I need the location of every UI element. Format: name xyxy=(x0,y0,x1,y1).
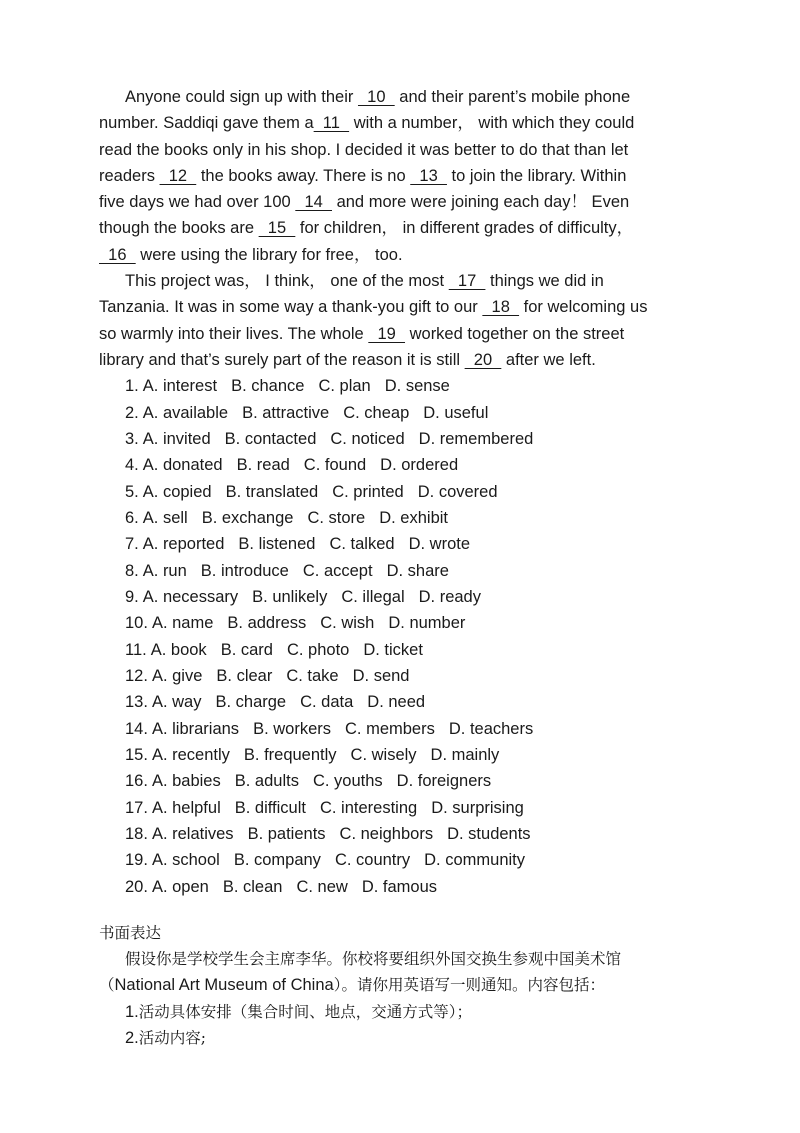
option-d: D. exhibit xyxy=(379,508,448,527)
cloze-blank: 16 xyxy=(99,245,136,264)
passage-text: Tanzania. It was in some way a thank-you gift to our xyxy=(99,298,483,317)
option-d: D. need xyxy=(367,693,426,712)
passage-text: to join the library. Within xyxy=(446,166,627,185)
option-b: B. charge xyxy=(215,693,287,712)
passage-text: were using the library for free， too. xyxy=(135,245,403,264)
cloze-blank: 17 xyxy=(448,272,486,291)
question-number: 11. xyxy=(125,640,147,659)
question-number: 7. xyxy=(125,535,139,554)
option-row xyxy=(99,874,699,900)
option-a: A. name xyxy=(151,614,214,633)
option-row xyxy=(99,847,699,873)
question-number: 20. xyxy=(125,877,148,896)
question-number: 18. xyxy=(125,825,148,844)
option-c: C. illegal xyxy=(341,588,405,607)
writing-prompt-line xyxy=(99,972,699,998)
question-number: 17. xyxy=(125,798,148,817)
question-number: 16. xyxy=(125,772,148,791)
option-d: D. covered xyxy=(417,482,498,501)
passage-line xyxy=(99,137,699,163)
cloze-blank: 14 xyxy=(295,193,332,212)
cloze-blank: 19 xyxy=(368,324,406,343)
question-number: 13. xyxy=(125,693,148,712)
passage-text: so warmly into their lives. The whole xyxy=(99,324,369,343)
passage-text: This project was， I think， one of the most xyxy=(125,272,449,291)
option-d: D. community xyxy=(424,851,525,870)
option-a: A. school xyxy=(151,851,220,870)
option-row xyxy=(99,663,699,689)
option-d: D. teachers xyxy=(448,719,534,738)
question-number: 14. xyxy=(125,719,148,738)
option-d: D. ticket xyxy=(363,640,423,659)
passage-text: for children， in different grades of difficulty， xyxy=(295,219,634,238)
writing-prompt-text: 假设你是学校学生会主席李华。你校将要组织外国交换生参观中国美术馆 xyxy=(125,950,622,969)
option-d: D. useful xyxy=(423,403,489,422)
cloze-blank: 11 xyxy=(313,114,350,133)
question-number: 6. xyxy=(125,508,139,527)
option-d: D. foreigners xyxy=(396,772,492,791)
option-b: B. read xyxy=(236,456,290,475)
option-a: A. reported xyxy=(142,535,225,554)
option-row xyxy=(99,400,699,426)
question-number: 10. xyxy=(125,614,148,633)
passage-text: though the books are xyxy=(99,219,259,238)
passage-text: five days we had over 100 xyxy=(99,193,296,212)
passage-text: and more were joining each day！ Even xyxy=(332,193,630,212)
option-b: B. chance xyxy=(231,377,305,396)
option-b: B. company xyxy=(233,851,321,870)
passage-text: Anyone could sign up with their xyxy=(125,88,358,106)
option-row xyxy=(99,610,699,636)
passage-text: things we did in xyxy=(485,272,604,291)
option-a: A. librarians xyxy=(151,719,240,738)
option-c: C. talked xyxy=(329,535,395,554)
passage-text: with a number， with which they could xyxy=(349,114,635,133)
option-c: C. store xyxy=(307,508,366,527)
passage-text: readers xyxy=(99,166,160,185)
option-a: A. recently xyxy=(151,746,230,765)
passage-text: read the books only in his shop. I decided it was better to do that than let xyxy=(99,140,629,159)
writing-section-title: 书面表达 xyxy=(99,924,162,943)
question-number: 19. xyxy=(125,851,148,870)
option-b: B. listened xyxy=(238,535,316,554)
option-b: B. address xyxy=(227,614,307,633)
option-a: A. way xyxy=(151,693,202,712)
option-row xyxy=(99,689,699,715)
option-c: C. cheap xyxy=(343,403,410,422)
option-row xyxy=(99,426,699,452)
passage-line xyxy=(99,189,699,215)
option-d: D. famous xyxy=(361,877,438,896)
option-d: D. ordered xyxy=(380,456,459,475)
option-c: C. wish xyxy=(320,614,375,633)
option-c: C. youths xyxy=(312,772,383,791)
item-text: 活动内容; xyxy=(138,1028,206,1047)
passage-line xyxy=(99,347,699,373)
passage-text: and their parent’s mobile phone xyxy=(394,88,631,106)
question-number: 3. xyxy=(125,429,139,448)
question-number: 4. xyxy=(125,456,139,475)
passage-text: the books away. There is no xyxy=(196,166,411,185)
writing-requirement-item xyxy=(99,1025,699,1051)
option-row xyxy=(99,768,699,794)
option-a: A. babies xyxy=(151,772,221,791)
writing-prompt-text: ）。请你用英语写一则通知。内容包括： xyxy=(333,976,605,995)
option-c: C. wisely xyxy=(350,746,417,765)
option-a: A. book xyxy=(150,640,207,659)
option-c: C. country xyxy=(334,851,411,870)
option-row xyxy=(99,821,699,847)
option-c: C. plan xyxy=(318,377,371,396)
passage-line xyxy=(99,321,699,347)
question-number: 2. xyxy=(125,403,139,422)
item-number: 1. xyxy=(125,1002,139,1021)
question-number: 12. xyxy=(125,667,148,686)
option-a: A. sell xyxy=(142,508,188,527)
passage-line xyxy=(99,268,699,294)
option-b: B. unlikely xyxy=(252,588,328,607)
writing-prompt-line xyxy=(99,946,699,972)
option-row xyxy=(99,452,699,478)
passage-text: number. Saddiqi gave them a xyxy=(99,114,314,133)
option-c: C. noticed xyxy=(330,429,405,448)
option-row xyxy=(99,637,699,663)
option-a: A. donated xyxy=(142,456,223,475)
cloze-passage xyxy=(99,84,699,373)
option-a: A. relatives xyxy=(151,825,234,844)
passage-line xyxy=(99,294,699,320)
question-number: 15. xyxy=(125,746,148,765)
option-a: A. helpful xyxy=(151,798,221,817)
option-a: A. run xyxy=(142,561,187,580)
option-a: A. give xyxy=(151,667,203,686)
passage-line xyxy=(99,163,699,189)
option-row xyxy=(99,716,699,742)
passage-line xyxy=(99,110,699,136)
option-row xyxy=(99,373,699,399)
cloze-blank: 20 xyxy=(464,350,502,369)
passage-text: for welcoming us xyxy=(519,298,648,317)
option-row xyxy=(99,795,699,821)
option-c: C. printed xyxy=(332,482,404,501)
option-row xyxy=(99,505,699,531)
option-d: D. send xyxy=(352,667,410,686)
museum-name: National Art Museum of China xyxy=(114,976,334,995)
option-b: B. translated xyxy=(225,482,319,501)
option-c: C. take xyxy=(286,667,339,686)
option-b: B. exchange xyxy=(201,508,294,527)
option-row xyxy=(99,558,699,584)
option-b: B. frequently xyxy=(243,746,337,765)
passage-text: after we left. xyxy=(501,350,596,369)
cloze-blank: 18 xyxy=(482,298,520,317)
option-row xyxy=(99,531,699,557)
question-number: 9. xyxy=(125,588,139,607)
question-number: 8. xyxy=(125,561,139,580)
paren-open: （ xyxy=(99,976,115,995)
item-text: 活动具体安排（集合时间、地点，交通方式等）； xyxy=(138,1002,473,1021)
item-number: 2. xyxy=(125,1028,139,1047)
option-d: D. students xyxy=(447,825,531,844)
option-d: D. wrote xyxy=(408,535,471,554)
passage-text: library and that’s surely part of the reason it is still xyxy=(99,350,465,369)
option-a: A. necessary xyxy=(142,588,239,607)
question-number: 5. xyxy=(125,482,139,501)
passage-line xyxy=(99,84,699,110)
question-number: 1. xyxy=(125,377,139,396)
option-b: B. card xyxy=(220,640,273,659)
option-a: A. copied xyxy=(142,482,212,501)
passage-line xyxy=(99,242,699,268)
option-a: A. interest xyxy=(142,377,218,396)
option-c: C. new xyxy=(296,877,348,896)
option-c: C. members xyxy=(345,719,435,738)
option-a: A. available xyxy=(142,403,229,422)
answer-options xyxy=(99,373,699,900)
option-row xyxy=(99,479,699,505)
option-b: B. clean xyxy=(222,877,283,896)
option-d: D. surprising xyxy=(431,798,524,817)
option-c: C. neighbors xyxy=(339,825,434,844)
option-d: D. remembered xyxy=(418,429,534,448)
option-b: B. introduce xyxy=(200,561,289,580)
option-c: C. accept xyxy=(302,561,373,580)
cloze-blank: 15 xyxy=(258,219,296,238)
option-d: D. ready xyxy=(418,588,481,607)
passage-text: worked together on the street xyxy=(405,324,625,343)
passage-line xyxy=(99,215,699,241)
option-a: A. invited xyxy=(142,429,211,448)
option-c: C. photo xyxy=(286,640,350,659)
option-b: B. workers xyxy=(253,719,331,738)
option-c: C. data xyxy=(300,693,354,712)
option-row xyxy=(99,584,699,610)
option-b: B. adults xyxy=(234,772,299,791)
option-b: B. clear xyxy=(216,667,273,686)
option-a: A. open xyxy=(151,877,209,896)
option-d: D. sense xyxy=(384,377,450,396)
writing-requirement-item xyxy=(99,999,699,1025)
option-b: B. difficult xyxy=(234,798,306,817)
option-c: C. interesting xyxy=(319,798,418,817)
option-c: C. found xyxy=(303,456,367,475)
cloze-blank: 12 xyxy=(159,166,197,185)
option-d: D. number xyxy=(388,614,466,633)
option-b: B. patients xyxy=(247,825,326,844)
cloze-blank: 10 xyxy=(357,88,395,106)
option-b: B. contacted xyxy=(224,429,317,448)
option-row xyxy=(99,742,699,768)
option-d: D. mainly xyxy=(430,746,500,765)
option-b: B. attractive xyxy=(242,403,330,422)
cloze-blank: 13 xyxy=(410,166,447,185)
option-d: D. share xyxy=(386,561,449,580)
document-page xyxy=(99,84,699,1051)
